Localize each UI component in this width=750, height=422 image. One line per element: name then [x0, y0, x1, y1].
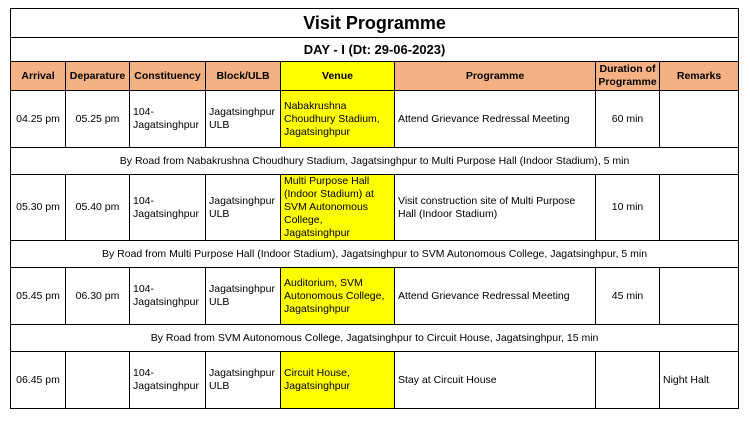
venue-cell: Circuit House, Jagatsinghpur: [281, 352, 395, 409]
day-label: DAY - I (Dt: 29-06-2023): [11, 38, 739, 62]
remarks-cell: [660, 175, 739, 241]
programme-table: [10, 8, 739, 409]
venue-cell: Multi Purpose Hall (Indoor Stadium) at SVM Autonomous College, Jagatsinghpur: [281, 175, 395, 241]
remarks-cell: [660, 91, 739, 148]
duration-cell: 45 min: [596, 268, 660, 325]
page-title: Visit Programme: [11, 9, 739, 38]
arrival-cell: 05.45 pm: [11, 268, 66, 325]
programme-cell: Attend Grievance Redressal Meeting: [395, 91, 596, 148]
travel-note-row: [11, 325, 739, 352]
header-departure: Deparature: [66, 62, 130, 91]
programme-cell: Attend Grievance Redressal Meeting: [395, 268, 596, 325]
constituency-cell: 104-Jagatsinghpur: [130, 91, 206, 148]
departure-cell: 05.25 pm: [66, 91, 130, 148]
remarks-cell: Night Halt: [660, 352, 739, 409]
block-cell: Jagatsinghpur ULB: [206, 175, 281, 241]
travel-note: By Road from SVM Autonomous College, Jagatsinghpur to Circuit House, Jagatsinghpur, 15 min: [11, 325, 739, 352]
duration-cell: [596, 352, 660, 409]
block-cell: Jagatsinghpur ULB: [206, 91, 281, 148]
remarks-cell: [660, 268, 739, 325]
duration-cell: 60 min: [596, 91, 660, 148]
arrival-cell: 05.30 pm: [11, 175, 66, 241]
header-venue: Venue: [281, 62, 395, 91]
block-cell: Jagatsinghpur ULB: [206, 352, 281, 409]
venue-cell: Auditorium, SVM Autonomous College, Jagatsinghpur: [281, 268, 395, 325]
venue-cell: Nabakrushna Choudhury Stadium, Jagatsinghpur: [281, 91, 395, 148]
table-row: [11, 268, 739, 325]
header-programme: Programme: [395, 62, 596, 91]
constituency-cell: 104-Jagatsinghpur: [130, 268, 206, 325]
arrival-cell: 06.45 pm: [11, 352, 66, 409]
departure-cell: 06.30 pm: [66, 268, 130, 325]
block-cell: Jagatsinghpur ULB: [206, 268, 281, 325]
travel-note-row: [11, 241, 739, 268]
visit-programme-document: [10, 8, 738, 409]
table-header-row: [11, 62, 739, 91]
table-row: [11, 91, 739, 148]
table-row: [11, 352, 739, 409]
header-arrival: Arrival: [11, 62, 66, 91]
programme-cell: Visit construction site of Multi Purpose Hall (Indoor Stadium): [395, 175, 596, 241]
header-block: Block/ULB: [206, 62, 281, 91]
header-duration: Duration of Programme: [596, 62, 660, 91]
constituency-cell: 104-Jagatsinghpur: [130, 175, 206, 241]
constituency-cell: 104-Jagatsinghpur: [130, 352, 206, 409]
travel-note: By Road from Multi Purpose Hall (Indoor Stadium), Jagatsinghpur to SVM Autonomous College, Jagatsinghpur, 5 min: [11, 241, 739, 268]
duration-cell: 10 min: [596, 175, 660, 241]
travel-note-row: [11, 148, 739, 175]
table-row: [11, 175, 739, 241]
travel-note: By Road from Nabakrushna Choudhury Stadium, Jagatsinghpur to Multi Purpose Hall (Indoor Stadium), 5 min: [11, 148, 739, 175]
header-remarks: Remarks: [660, 62, 739, 91]
programme-cell: Stay at Circuit House: [395, 352, 596, 409]
header-constituency: Constituency: [130, 62, 206, 91]
departure-cell: 05.40 pm: [66, 175, 130, 241]
departure-cell: [66, 352, 130, 409]
arrival-cell: 04.25 pm: [11, 91, 66, 148]
